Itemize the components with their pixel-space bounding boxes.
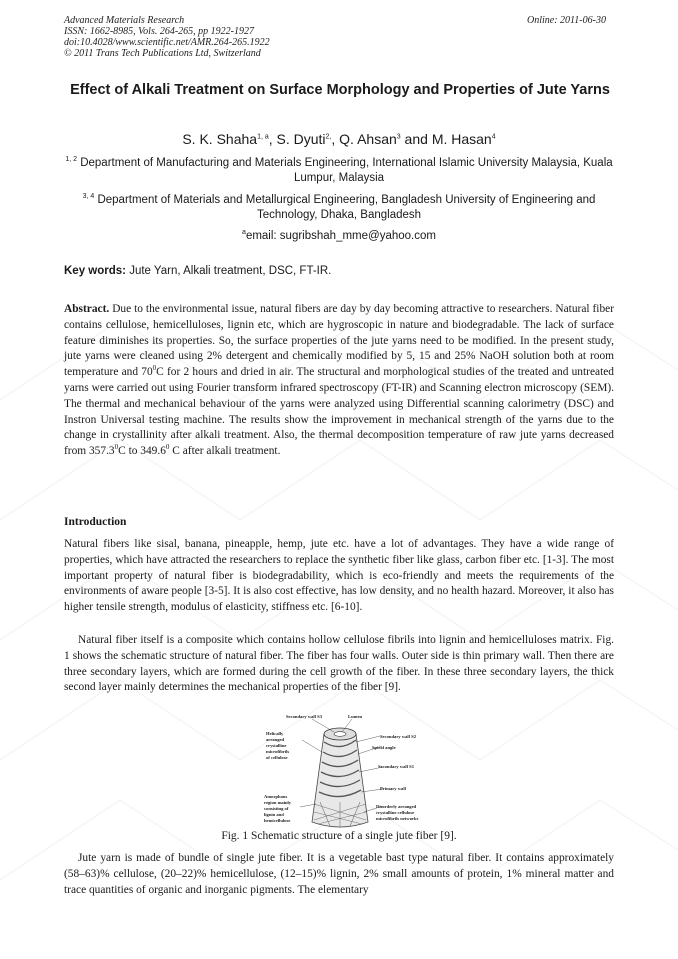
author-email[interactable]: $^a$email: sugribshah_mme@yahoo.com [242,229,436,242]
author-name: M. Hasan [431,131,492,147]
figure-label: Primary wall [380,786,406,791]
author-sup: 3 [396,133,401,141]
svg-text:crystalline cellulose: crystalline cellulose [376,810,415,815]
svg-text:arranged: arranged [266,737,285,742]
svg-text:Helically: Helically [266,731,284,736]
svg-text:microfibrils: microfibrils [266,749,290,754]
keywords: Key words: Jute Yarn, Alkali treatment, DSC, FT-IR. [64,265,332,277]
svg-text:lignin and: lignin and [264,812,284,817]
journal-name: Advanced Materials Research [64,15,185,26]
figure-label: Secondary wall S2 [380,734,416,739]
issn-line: ISSN: 1662-8985, Vols. 264-265, pp 1922-1927 [64,26,254,37]
svg-text:microfibrils networks: microfibrils networks [376,816,419,821]
author-name: Q. Ahsan [339,131,397,147]
figure-label: Lumen [348,714,363,719]
keywords-label: Key words: [64,265,126,277]
abstract: Abstract. Due to the environmental issue, natural fibers are day by day becoming attractive to researchers. Natural fiber contains cellulose, hemicelluloses, lignin etc, which are hygroscopic in nature and biodegradable. The lack of surface feature diminishes its properties. So, the surface properties of the jute yarns need to be modified. In the present study, jute yarns were cleaned using 2% detergent and chemically modified by 5, 15 and 25% NaOH solution both at room temperature and $70^0C$ for 2 hours and dried in air. The structural and morphological studies of the treated and untreated yarns were carried out using Fourier transform infrared spectroscopy (FT-IR) and Scanning electron microscopy (SEM). The thermal and mechanical behaviour of the yarns were analyzed using Differential scanning calorimetry (DSC) and Instron Universal testing machine. The results show the improvement in mechanical strength of the yarns due to the change in crystallinity after alkali treatment. Also, the thermal decomposition temperature of raw jute yarns decreased from 357.3$^0$C to 349.6$^0$ C after alkali treatment. [64,303,614,458]
figure-label: Secondary wall S3 [286,714,322,719]
figure-label-helical [266,731,289,760]
figure-label: Secondary wall S1 [378,764,414,769]
author-list: S. K. Shaha$^{1, a}$, S. Dyuti$^{2,}$, Q. Ahsan$^3$ and M. Hasan$^4$ [182,131,496,147]
affiliation: $^{1, 2}$ Department of Manufacturing and Materials Engineering, International Islamic University Malaysia, Kuala Lumpur, Malaysia [65,156,613,184]
svg-text:region mainly: region mainly [264,800,292,805]
author-name: S. K. Shaha [182,131,258,147]
author-sup: 4 [491,133,496,141]
fiber-structure-figure [250,712,430,832]
svg-text:Disorderly arranged: Disorderly arranged [376,804,417,809]
figure-label-disorderly [376,804,419,821]
svg-text:hemicellulose: hemicellulose [264,818,291,823]
paper-title: Effect of Alkali Treatment on Surface Morphology and Properties of Jute Yarns [70,82,610,98]
author-name: S. Dyuti [276,131,326,147]
author-sup: 2, [325,133,332,141]
svg-text:of cellulose: of cellulose [266,755,288,760]
section-heading: Introduction [64,516,127,528]
abstract-label: Abstract. [64,303,110,315]
figure-label: Spiral angle [372,745,396,750]
figure-caption: Fig. 1 Schematic structure of a single jute fiber [9]. [221,830,457,842]
figure-label-amorphous [264,794,292,823]
paragraph: Natural fibers like sisal, banana, pineapple, hemp, jute etc. have a lot of advantages. They have a wide range of properties, which have attracted the researchers to replace the synthetic fiber like glass, carbon fiber etc. [1-3]. The most important property of natural fiber is biodegradability, which is eco-friendly and meets the requirements of the environments of aware people [3-5]. It is also cost effective, has low density, and no health hazard. Moreover, it also has higher tensile strength, modulus of elasticity, stiffness etc. [6-10]. [64,538,614,614]
affiliation: $^{3, 4}$ Department of Materials and Metallurgical Engineering, Bangladesh University of Engineering and Technology, Dhaka, Bangladesh [82,193,596,221]
paragraph: Jute yarn is made of bundle of single jute fiber. It is a vegetable bast type natural fiber. It contains approximately (58–63)% cellulose, (20–22)% hemicellulose, (12–15)% lignin, 2% small amounts of protein, 1% mineral matter and trace quantities of organic and inorganic pigments. The elementary [64,852,614,896]
svg-text:crystalline: crystalline [266,743,287,748]
journal-header [64,15,270,59]
doi-link[interactable]: doi:10.4028/www.scientific.net/AMR.264-265.1922 [64,37,270,48]
author-sup: 1, a [257,133,269,141]
svg-text:consisting of: consisting of [264,806,289,811]
svg-text:Amorphous: Amorphous [264,794,288,799]
paragraph: Natural fiber itself is a composite which contains hollow cellulose fibrils into lignin and hemicelluloses matrix. Fig. 1 shows the schematic structure of natural fiber. The fiber has four walls. Outer side is thin primary wall. Then there are three secondary layers, which are formed during the cell growth of the fiber. In these three secondary layers, the thick second layer mainly determines the mechanical properties of the fiber [9]. [64,634,614,694]
online-date: Online: 2011-06-30 [527,15,606,26]
copyright-line: © 2011 Trans Tech Publications Ltd, Switzerland [64,48,261,59]
fiber-illustration [312,728,368,828]
